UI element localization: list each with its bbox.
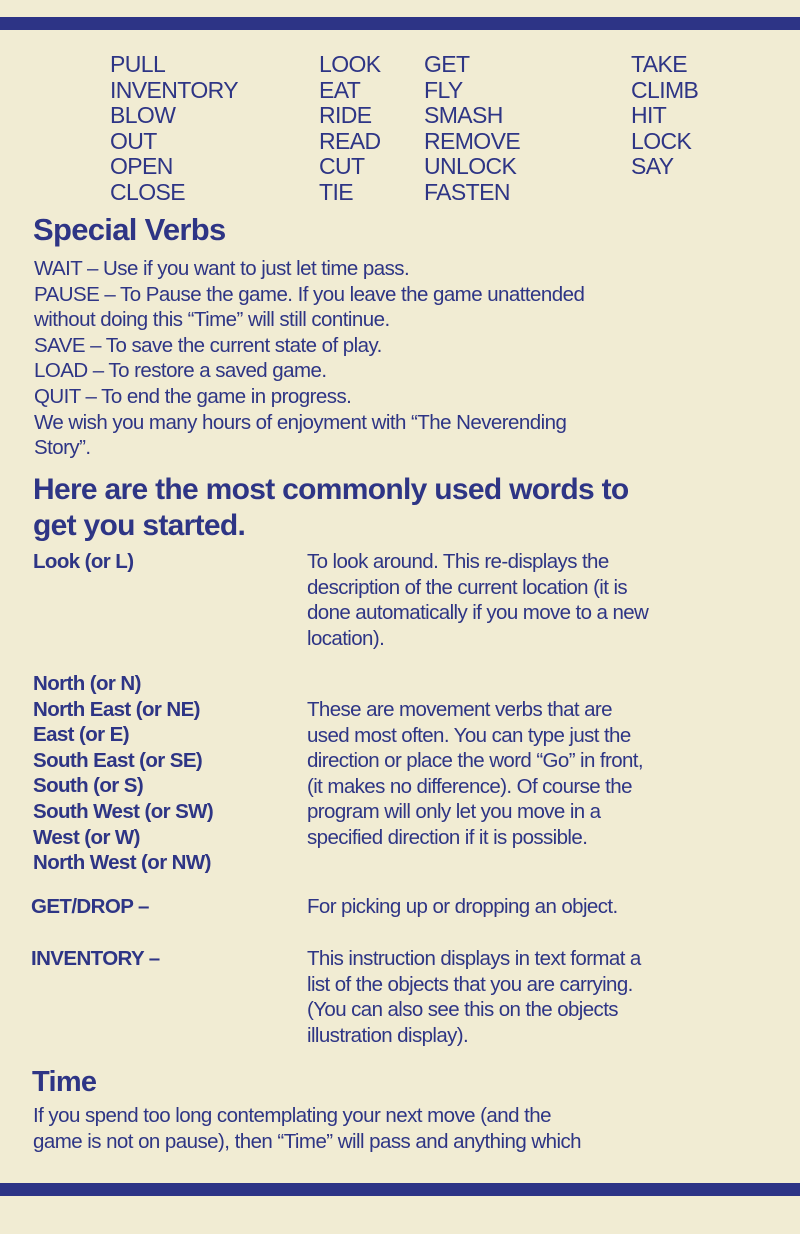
- text-line: illustration display).: [307, 1023, 469, 1047]
- time-text: [33, 1103, 773, 1154]
- text-line: QUIT – To end the game in progress.: [34, 384, 352, 408]
- verb-item: CLOSE: [110, 178, 185, 205]
- verb-column-4: [631, 52, 698, 180]
- text-line: This instruction displays in text format a: [307, 947, 641, 970]
- verb-item: CLIMB: [631, 76, 699, 103]
- verb-item: FASTEN: [424, 178, 510, 205]
- movement-term: South East (or SE): [33, 748, 203, 772]
- verb-item: UNLOCK: [424, 153, 517, 179]
- special-verbs-heading: Special Verbs: [33, 212, 226, 247]
- text-line: description of the current location (it is: [307, 575, 628, 599]
- getdrop-term: GET/DROP –: [31, 895, 149, 918]
- verb-item: RIDE: [319, 102, 372, 128]
- heading-line: Here are the most commonly used words to: [33, 473, 629, 506]
- text-line: PAUSE – To Pause the game. If you leave the game unattended: [34, 282, 585, 306]
- verb-item: REMOVE: [424, 127, 521, 154]
- getdrop-description: [307, 894, 737, 920]
- verb-item: PULL: [110, 51, 166, 77]
- inventory-description: [307, 946, 737, 1048]
- verb-item: OPEN: [110, 153, 173, 179]
- movement-description: [307, 697, 737, 851]
- movement-term: South (or S): [33, 774, 144, 798]
- movement-term: West (or W): [33, 825, 140, 849]
- text-line: specified direction if it is possible.: [307, 825, 588, 849]
- text-line: WAIT – Use if you want to just let time pass.: [34, 257, 410, 280]
- verb-column-3: [424, 52, 520, 205]
- verb-item: GET: [424, 51, 470, 77]
- text-line: list of the objects that you are carrying.: [307, 972, 633, 996]
- verb-item: CUT: [319, 153, 365, 179]
- verb-item: READ: [319, 127, 381, 154]
- movement-term: North West (or NW): [33, 851, 211, 875]
- verb-item: BLOW: [110, 102, 176, 128]
- text-line: For picking up or dropping an object.: [307, 895, 618, 918]
- movement-term: South West (or SW): [33, 799, 214, 823]
- text-line: If you spend too long contemplating your next move (and the: [33, 1104, 551, 1127]
- verb-item: TAKE: [631, 51, 687, 77]
- text-line: (You can also see this on the objects: [307, 998, 618, 1022]
- text-line: without doing this “Time” will still continue.: [34, 308, 390, 332]
- verb-item: FLY: [424, 76, 463, 103]
- text-line: These are movement verbs that are: [307, 698, 612, 721]
- text-line: SAVE – To save the current state of play.: [34, 333, 382, 357]
- movement-term: North (or N): [33, 672, 141, 695]
- verb-item: SAY: [631, 153, 674, 179]
- text-line: (it makes no difference). Of course the: [307, 774, 632, 798]
- top-rule: [0, 17, 800, 30]
- bottom-rule: [0, 1183, 800, 1196]
- look-term: Look (or L): [33, 550, 134, 573]
- verb-item: TIE: [319, 178, 353, 205]
- text-line: LOAD – To restore a saved game.: [34, 359, 327, 383]
- text-line: program will only let you move in a: [307, 800, 601, 824]
- text-line: direction or place the word “Go” in front,: [307, 749, 643, 773]
- text-line: We wish you many hours of enjoyment with “The Neverending: [34, 410, 567, 434]
- verb-item: EAT: [319, 76, 361, 103]
- text-line: used most often. You can type just the: [307, 723, 631, 747]
- inventory-term: INVENTORY –: [31, 947, 160, 970]
- text-line: done automatically if you move to a new: [307, 601, 649, 625]
- verb-item: SMASH: [424, 102, 503, 128]
- verb-item: LOOK: [319, 51, 381, 77]
- movement-terms: [33, 671, 213, 876]
- verb-item: INVENTORY: [110, 76, 238, 103]
- movement-term: East (or E): [33, 723, 129, 747]
- text-line: game is not on pause), then “Time” will pass and anything which: [33, 1129, 581, 1153]
- common-words-heading: [33, 472, 773, 544]
- verb-item: OUT: [110, 127, 157, 154]
- time-heading: Time: [32, 1066, 97, 1098]
- verb-column-1: [110, 52, 238, 205]
- verb-column-2: [319, 52, 381, 205]
- verb-item: HIT: [631, 102, 667, 128]
- special-verbs-text: [34, 256, 774, 461]
- text-line: To look around. This re-displays the: [307, 550, 609, 573]
- look-description: [307, 549, 737, 651]
- verb-item: LOCK: [631, 127, 692, 154]
- heading-line: get you started.: [33, 509, 246, 542]
- text-line: location).: [307, 626, 385, 650]
- movement-term: North East (or NE): [33, 697, 200, 721]
- text-line: Story”.: [34, 436, 91, 460]
